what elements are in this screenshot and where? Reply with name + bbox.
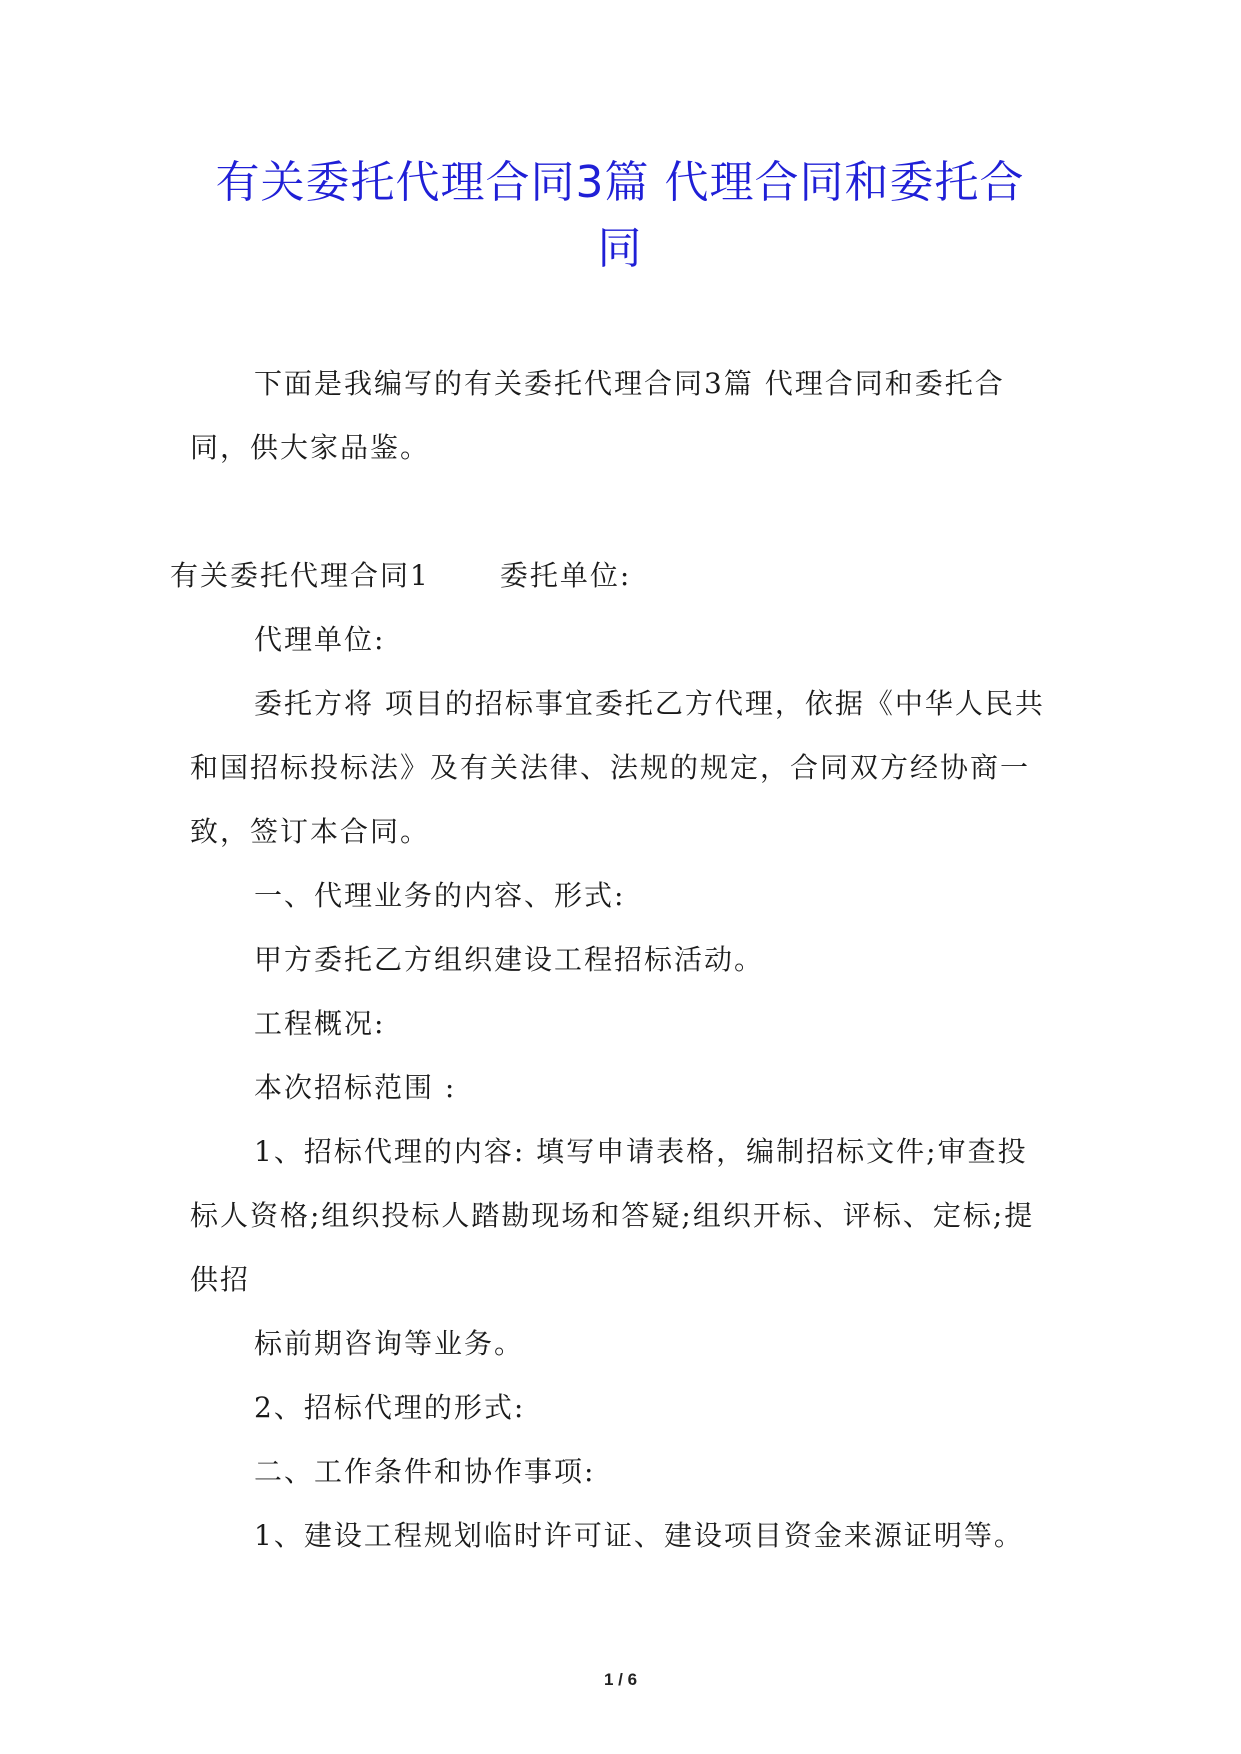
paragraph: 1、招标代理的内容: 填写申请表格，编制招标文件;审查投标人资格;组织投标人踏勘现场和答疑;组织开标、评标、定标;提供招 (190, 1135, 1035, 1296)
section-heading-suffix: 委托单位: (499, 559, 632, 592)
paragraph: 1、建设工程规划临时许可证、建设项目资金来源证明等。 (254, 1519, 1024, 1552)
paragraph: 代理单位: (254, 623, 386, 656)
title-line-2: 同 (597, 223, 643, 274)
intro-paragraph: 下面是我编写的有关委托代理合同3篇 代理合同和委托合同，供大家品鉴。 (190, 367, 1005, 464)
paragraph: 标前期咨询等业务。 (254, 1327, 525, 1360)
page-indicator: 1 / 6 (603, 1670, 638, 1689)
paragraph: 甲方委托乙方组织建设工程招标活动。 (254, 943, 765, 976)
document-title (170, 150, 1070, 282)
paragraph: 本次招标范围 : (254, 1071, 457, 1104)
paragraph: 二、工作条件和协作事项: (254, 1455, 596, 1488)
section-heading-title: 有关委托代理合同1 (170, 559, 430, 592)
section-heading (170, 544, 1050, 608)
paragraph: 工程概况: (254, 1007, 386, 1040)
paragraph: 2、招标代理的形式: (254, 1391, 526, 1424)
paragraph: 委托方将 项目的招标事宜委托乙方代理，依据《中华人民共和国招标投标法》及有关法律、法规的规定，合同双方经协商一致，签订本合同。 (190, 687, 1045, 848)
title-line-1: 有关委托代理合同3篇 代理合同和委托合 (215, 157, 1025, 208)
paragraph: 一、代理业务的内容、形式: (254, 879, 626, 912)
document-body (170, 352, 1050, 1568)
